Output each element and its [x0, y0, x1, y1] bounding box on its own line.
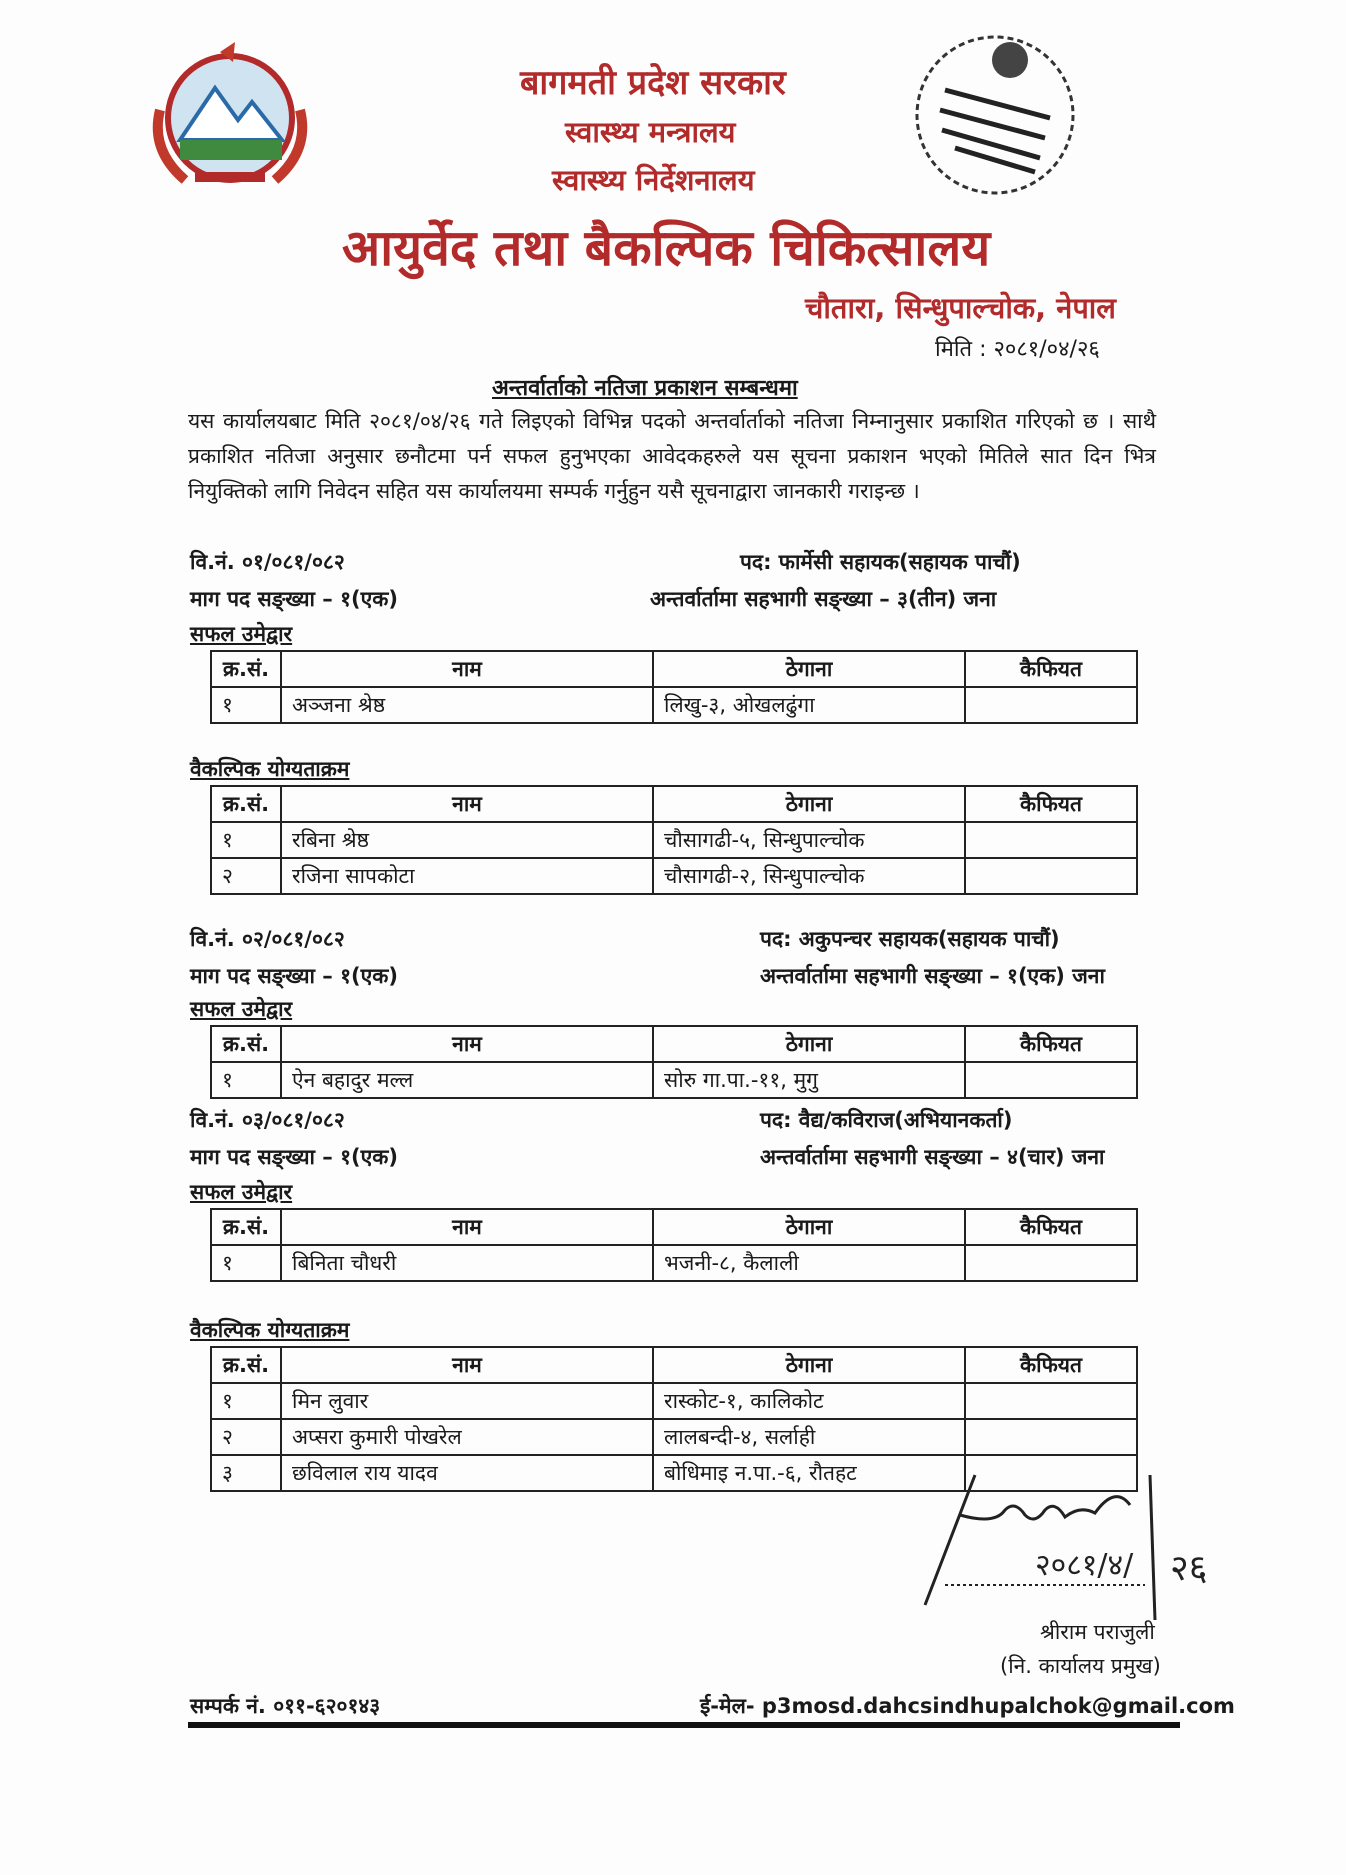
signatory-title: (नि. कार्यालय प्रमुख) [1000, 1654, 1161, 1678]
cell-address: चौसागढी-२, सिन्धुपाल्चोक [653, 858, 965, 894]
participant-count: अन्तर्वार्तामा सहभागी सङ्ख्या – १(एक) जना [760, 964, 1105, 988]
svg-text:२०८१/४/: २०८१/४/ [1035, 1548, 1134, 1583]
col-address: ठेगाना [653, 1026, 965, 1062]
directorate-name: स्वास्थ्य निर्देशनालय [552, 163, 755, 197]
cell-sn: ३ [211, 1455, 281, 1491]
participant-count: अन्तर्वार्तामा सहभागी सङ्ख्या – ४(चार) जना [760, 1145, 1105, 1169]
col-name: नाम [281, 1026, 653, 1062]
cell-name: रजिना सापकोटा [281, 858, 653, 894]
alternate-label: वैकल्पिक योग्यताक्रम [190, 757, 350, 781]
notice-subject: अन्तर्वार्ताको नतिजा प्रकाशन सम्बन्धमा [492, 376, 798, 401]
col-address: ठेगाना [653, 786, 965, 822]
success-table [210, 1025, 1138, 1099]
notice-paragraph: यस कार्यालयबाट मिति २०८१/०४/२६ गते लिइएको विभिन्न पदको अन्तर्वार्ताको नतिजा निम्नानुसार प्रकाशित गरिएको छ । साथै प्रकाशित नतिजा अनुसार छनौटमा पर्न सफल हुनुभएका आवेदकहरुले यस सूचना प्रकाशन भएको मितिले सात दिन भित्र नियुक्तिको लागि निवेदन सहित यस कार्यालयमा सम्पर्क गर्नुहुन यसै सूचनाद्वारा जानकारी गराइन्छ । [188, 409, 1156, 503]
table-row [211, 1245, 1137, 1281]
success-table [210, 1208, 1138, 1282]
col-sn: क्र.सं. [211, 1347, 281, 1383]
office-stamp-icon [900, 30, 1090, 200]
adv-number: वि.नं. ०१/०८१/०८२ [190, 550, 345, 574]
col-name: नाम [281, 786, 653, 822]
svg-text:२६: २६ [1170, 1548, 1208, 1589]
col-address: ठेगाना [653, 1347, 965, 1383]
cell-name: मिन लुवार [281, 1383, 653, 1419]
success-table [210, 650, 1138, 724]
cell-address: बोधिमाइ न.पा.-६, रौतहट [653, 1455, 965, 1491]
table-row [211, 1383, 1137, 1419]
post-name: पद: फार्मेसी सहायक(सहायक पाचौं) [740, 550, 1021, 574]
col-remarks: कैफियत [965, 1347, 1137, 1383]
table-row [211, 858, 1137, 894]
cell-sn: १ [211, 1062, 281, 1098]
success-label: सफल उमेद्वार [190, 1180, 293, 1204]
table-row [211, 822, 1137, 858]
adv-number: वि.नं. ०३/०८१/०८२ [190, 1108, 345, 1132]
cell-address: लिखु-३, ओखलढुंगा [653, 687, 965, 723]
col-name: नाम [281, 651, 653, 687]
col-address: ठेगाना [653, 651, 965, 687]
handwritten-signature [915, 1455, 1295, 1625]
cell-sn: १ [211, 1245, 281, 1281]
demand-count: माग पद सङ्ख्या – १(एक) [190, 964, 398, 988]
cell-address: रास्कोट-१, कालिकोट [653, 1383, 965, 1419]
col-address: ठेगाना [653, 1209, 965, 1245]
ministry-name: स्वास्थ्य मन्त्रालय [565, 115, 736, 149]
demand-count: माग पद सङ्ख्या – १(एक) [190, 1145, 398, 1169]
hospital-address: चौतारा, सिन्धुपाल्चोक, नेपाल [805, 291, 1116, 325]
cell-name: अप्सरा कुमारी पोखरेल [281, 1419, 653, 1455]
cell-address: भजनी-८, कैलाली [653, 1245, 965, 1281]
participant-count: अन्तर्वार्तामा सहभागी सङ्ख्या – ३(तीन) जना [650, 587, 997, 611]
cell-remarks [965, 1419, 1137, 1455]
cell-remarks [965, 822, 1137, 858]
col-sn: क्र.सं. [211, 1026, 281, 1062]
alternate-table [210, 785, 1138, 895]
cell-address: चौसागढी-५, सिन्धुपाल्चोक [653, 822, 965, 858]
col-sn: क्र.सं. [211, 1209, 281, 1245]
cell-address: लालबन्दी-४, सर्लाही [653, 1419, 965, 1455]
cell-sn: २ [211, 1419, 281, 1455]
success-label: सफल उमेद्वार [190, 997, 293, 1021]
cell-sn: १ [211, 687, 281, 723]
cell-name: ऐन बहादुर मल्ल [281, 1062, 653, 1098]
footer-divider [188, 1722, 1180, 1728]
cell-remarks [965, 1062, 1137, 1098]
signatory-name: श्रीराम पराजुली [1040, 1620, 1155, 1644]
col-name: नाम [281, 1209, 653, 1245]
cell-name: छविलाल राय यादव [281, 1455, 653, 1491]
table-row [211, 1419, 1137, 1455]
contact-number: सम्पर्क नं. ०११-६२०१४३ [190, 1694, 381, 1718]
col-name: नाम [281, 1347, 653, 1383]
col-remarks: कैफियत [965, 651, 1137, 687]
adv-number: वि.नं. ०२/०८१/०८२ [190, 927, 345, 951]
hospital-name: आयुर्वेद तथा बैकल्पिक चिकित्सालय [342, 219, 991, 277]
cell-name: बिनिता चौधरी [281, 1245, 653, 1281]
col-remarks: कैफियत [965, 786, 1137, 822]
alternate-label: वैकल्पिक योग्यताक्रम [190, 1318, 350, 1342]
cell-name: अञ्जना श्रेष्ठ [281, 687, 653, 723]
cell-sn: १ [211, 1383, 281, 1419]
cell-remarks [965, 858, 1137, 894]
demand-count: माग पद सङ्ख्या – १(एक) [190, 587, 398, 611]
cell-remarks [965, 1383, 1137, 1419]
cell-remarks [965, 1245, 1137, 1281]
col-remarks: कैफियत [965, 1026, 1137, 1062]
notice-date: मिति : २०८१/०४/२६ [935, 337, 1100, 362]
col-sn: क्र.सं. [211, 651, 281, 687]
post-name: पद: वैद्य/कविराज(अभियानकर्ता) [760, 1108, 1013, 1132]
cell-address: सोरु गा.पा.-११, मुगु [653, 1062, 965, 1098]
table-row [211, 1062, 1137, 1098]
cell-name: रबिना श्रेष्ठ [281, 822, 653, 858]
col-sn: क्र.सं. [211, 786, 281, 822]
success-label: सफल उमेद्वार [190, 622, 293, 646]
cell-sn: २ [211, 858, 281, 894]
col-remarks: कैफियत [965, 1209, 1137, 1245]
cell-remarks [965, 687, 1137, 723]
table-row [211, 687, 1137, 723]
contact-email: ई-मेल- p3mosd.dahcsindhupalchok@gmail.com [700, 1694, 1235, 1718]
nepal-emblem-icon [140, 40, 320, 190]
cell-sn: १ [211, 822, 281, 858]
province-government: बागमती प्रदेश सरकार [520, 63, 786, 103]
post-name: पद: अकुपन्चर सहायक(सहायक पाचौं) [760, 927, 1060, 951]
